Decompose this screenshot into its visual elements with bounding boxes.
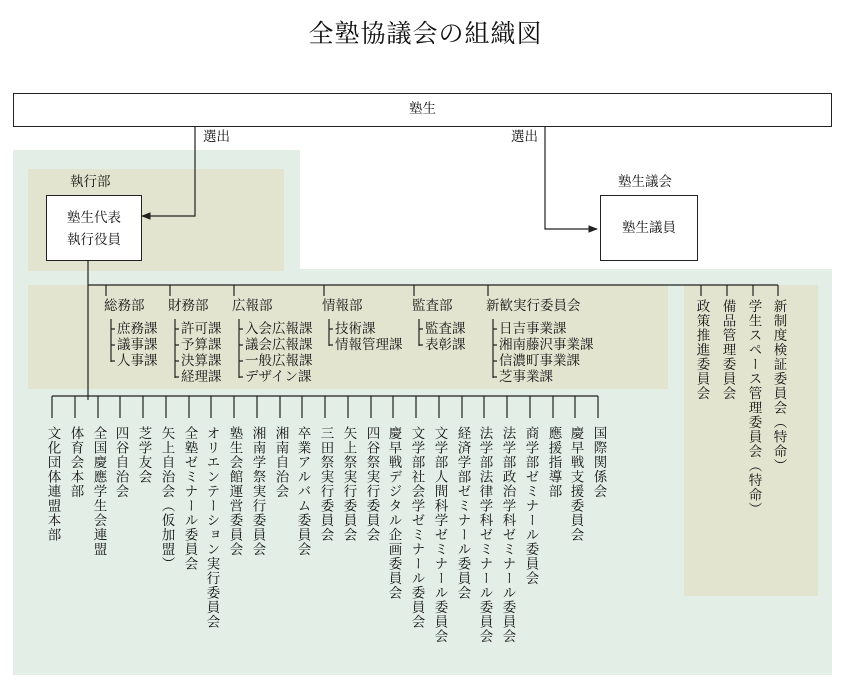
section-gijutsu: 技術課 [335,321,376,337]
elect-label-right: 選出 [511,129,538,145]
section-jinji: 人事課 [117,353,158,369]
affiliate-org: 慶早戦デジタル企画委員会 [385,426,402,600]
section-hiyoshi: 日吉事業課 [499,321,567,337]
dept-jouhou: 情報部 [322,298,363,314]
affiliate-org: オリエンテーション実行委員会 [203,426,220,629]
affiliate-org: 湘南学祭実行委員会 [249,426,266,557]
affiliate-org: 商学部ゼミナール委員会 [522,426,539,586]
affiliate-org: 卒業アルバム委員会 [294,426,311,557]
affiliate-org: 全塾ゼミナール委員会 [181,426,198,571]
section-kyoka: 許可課 [181,321,222,337]
committee-student-space: 学生スペース管理委員会（特命） [745,299,762,517]
section-keiri: 経理課 [181,369,222,385]
affiliate-org: 文学部人間科学ゼミナール委員会 [431,426,448,644]
students-box [13,93,832,127]
section-shinanomachi: 信濃町事業課 [499,353,580,369]
section-shiba: 芝事業課 [499,369,553,385]
section-kessan: 決算課 [181,353,222,369]
affiliate-org: 應援指導部 [545,426,562,499]
affiliate-org: 法学部政治学科ゼミナール委員会 [499,426,516,644]
section-nyukai-kouhou: 入会広報課 [245,321,313,337]
section-ippan-kouhou: 一般広報課 [245,353,313,369]
executive-box-line2: 執行役員 [67,232,121,248]
section-gikai-kouhou: 議会広報課 [245,337,313,353]
section-yosan: 予算課 [181,337,222,353]
affiliate-org: 矢上祭実行委員会 [340,426,357,542]
students-label: 塾生 [409,101,436,117]
council-box [600,195,698,261]
affiliate-org: 体育会本部 [67,426,84,499]
dept-shinkan: 新歓実行委員会 [486,298,581,314]
affiliate-org: 芝学友会 [135,426,152,484]
dept-zaimu: 財務部 [168,298,209,314]
affiliate-org: 塾生会館運営委員会 [226,426,243,557]
council-label: 塾生議会 [618,174,672,190]
affiliate-org: 文学部社会学ゼミナール委員会 [408,426,425,629]
executive-label: 執行部 [70,174,111,190]
executive-box-line1: 塾生代表 [67,210,121,226]
affiliate-org: 慶早戦支援委員会 [567,426,584,542]
section-shomu: 庶務課 [117,321,158,337]
council-box-text: 塾生議員 [622,220,676,236]
committee-seisaku: 政策推進委員会 [693,299,710,401]
affiliate-org: 四谷自治会 [112,426,129,499]
committee-new-system: 新制度検証委員会（特命） [770,299,787,473]
section-hyoushou: 表彰課 [425,337,466,353]
dept-kansa: 監査部 [412,298,453,314]
section-kansa: 監査課 [425,321,466,337]
affiliate-org: 法学部法律学科ゼミナール委員会 [476,426,493,644]
section-jouhou-kanri: 情報管理課 [335,337,403,353]
section-shonan-fujisawa: 湘南藤沢事業課 [499,337,594,353]
affiliate-org: 四谷祭実行委員会 [363,426,380,542]
affiliate-org: 三田祭実行委員会 [317,426,334,542]
dept-soumu: 総務部 [104,298,145,314]
affiliate-org: 国際関係会 [590,426,607,499]
section-design: デザイン課 [245,369,312,385]
affiliate-org: 湘南自治会 [272,426,289,499]
committee-bihin: 備品管理委員会 [719,299,736,401]
page-title: 全塾協議会の組織図 [308,19,543,48]
executive-box [46,195,142,261]
affiliate-org: 文化団体連盟本部 [44,426,61,542]
affiliate-org: 全国慶應学生会連盟 [90,426,107,557]
affiliate-org: 矢上自治会（仮加盟） [158,426,175,571]
section-giji: 議事課 [117,337,158,353]
dept-kouhou: 広報部 [232,298,273,314]
affiliate-org: 経済学部ゼミナール委員会 [454,426,471,600]
elect-label-left: 選出 [203,129,230,145]
